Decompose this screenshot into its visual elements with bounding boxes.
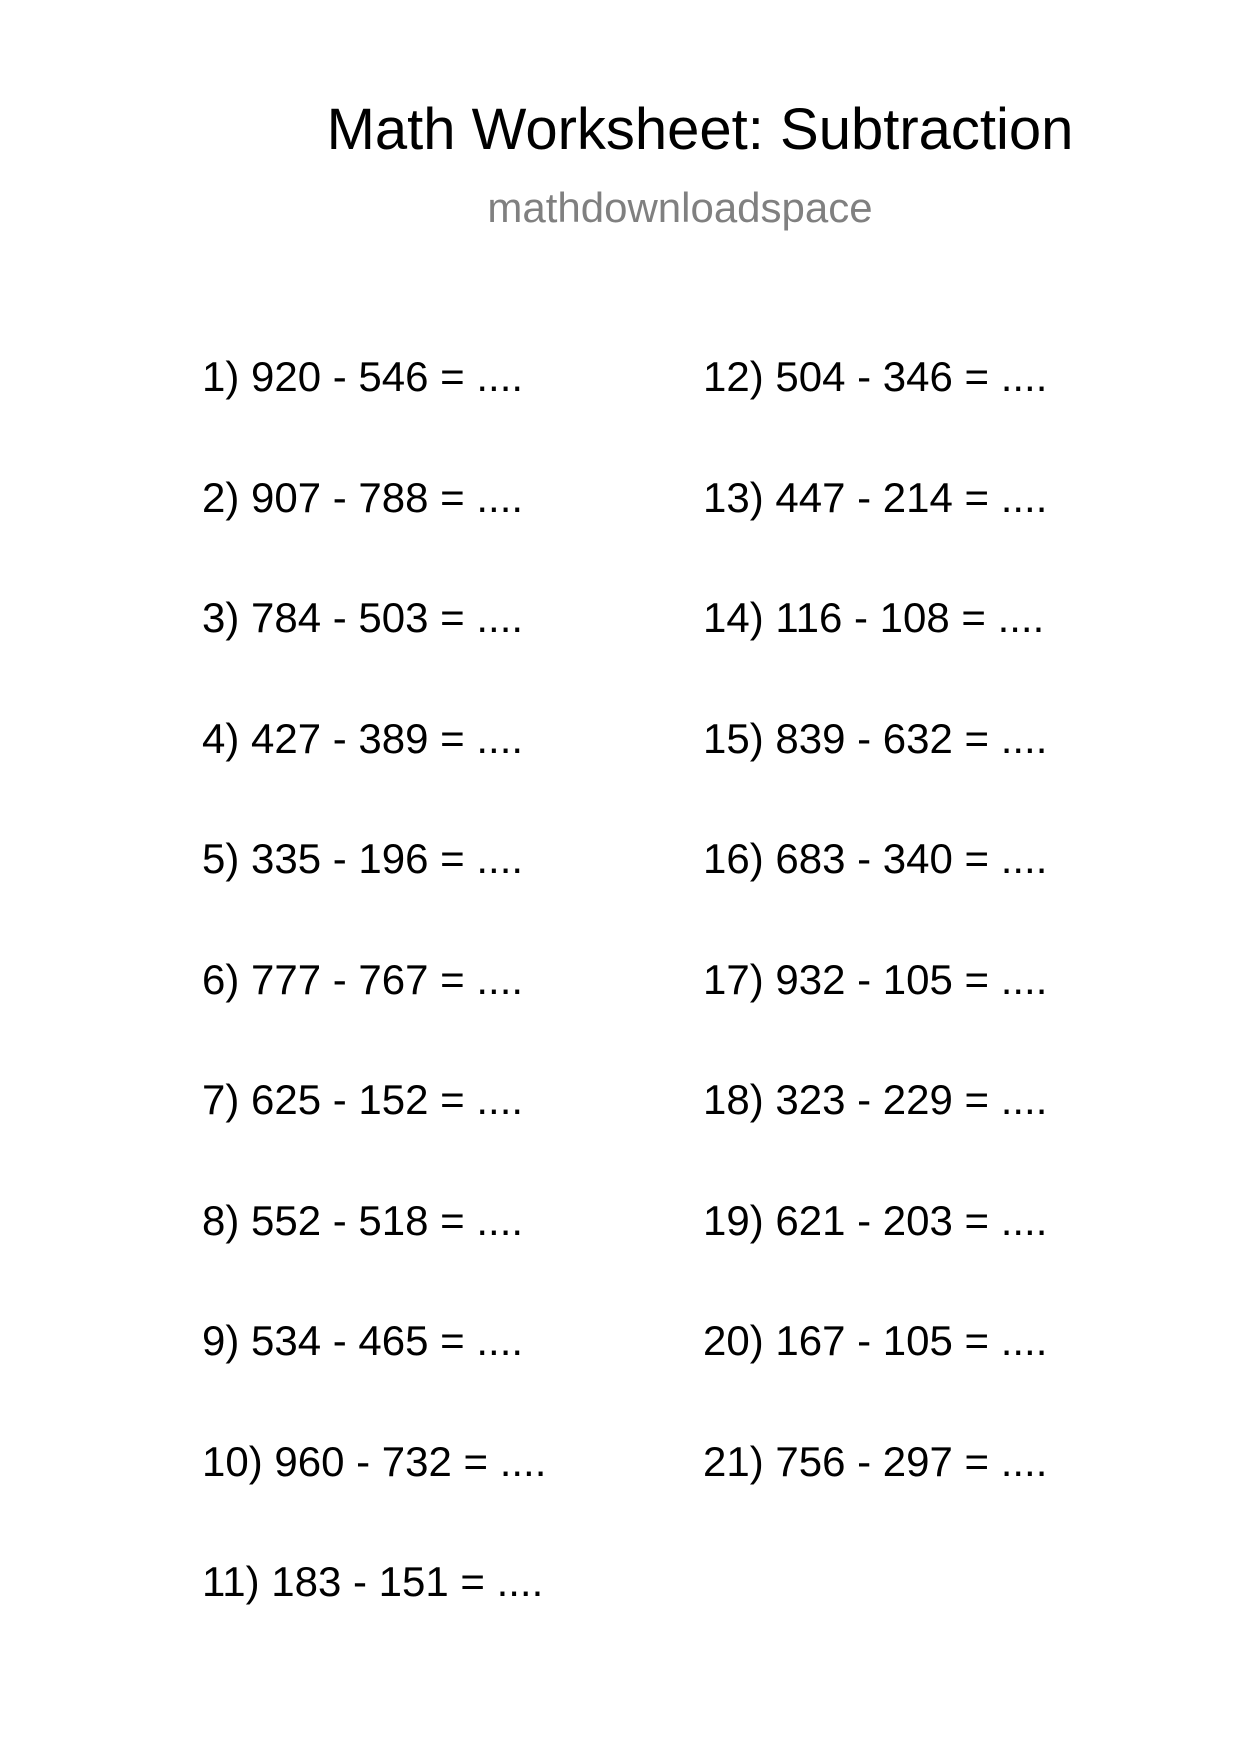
- problem-item: 12) 504 - 346 = ....: [703, 353, 1048, 400]
- problem-item: 3) 784 - 503 = ....: [202, 594, 524, 641]
- problem-item: 13) 447 - 214 = ....: [703, 473, 1048, 521]
- problem-item: 4) 427 - 389 = ....: [202, 714, 524, 762]
- problem-item: 20) 167 - 105 = ....: [703, 1317, 1048, 1364]
- problem-item: 15) 839 - 632 = ....: [703, 714, 1048, 762]
- problem-item: 6) 777 - 767 = ....: [202, 955, 524, 1003]
- problem-item: 21) 756 - 297 = ....: [703, 1437, 1048, 1485]
- problem-item: 16) 683 - 340 = ....: [703, 835, 1048, 882]
- problem-column-left: [202, 352, 546, 1678]
- page-subtitle: mathdownloadspace: [487, 184, 873, 231]
- problem-item: 8) 552 - 518 = ....: [202, 1196, 524, 1244]
- problem-item: 14) 116 - 108 = ....: [703, 594, 1045, 641]
- problem-item: 9) 534 - 465 = ....: [202, 1317, 524, 1364]
- problem-item: 11) 183 - 151 = ....: [202, 1558, 544, 1605]
- problem-item: 7) 625 - 152 = ....: [202, 1076, 524, 1123]
- problem-column-right: [703, 352, 1047, 1557]
- problem-item: 5) 335 - 196 = ....: [202, 835, 524, 882]
- problem-item: 19) 621 - 203 = ....: [703, 1196, 1048, 1244]
- problem-item: 1) 920 - 546 = ....: [202, 353, 524, 400]
- problem-item: 2) 907 - 788 = ....: [202, 473, 524, 521]
- problem-item: 17) 932 - 105 = ....: [703, 955, 1048, 1003]
- problem-item: 18) 323 - 229 = ....: [703, 1076, 1048, 1123]
- page-title: Math Worksheet: Subtraction: [326, 97, 1074, 162]
- problem-item: 10) 960 - 732 = ....: [202, 1437, 547, 1485]
